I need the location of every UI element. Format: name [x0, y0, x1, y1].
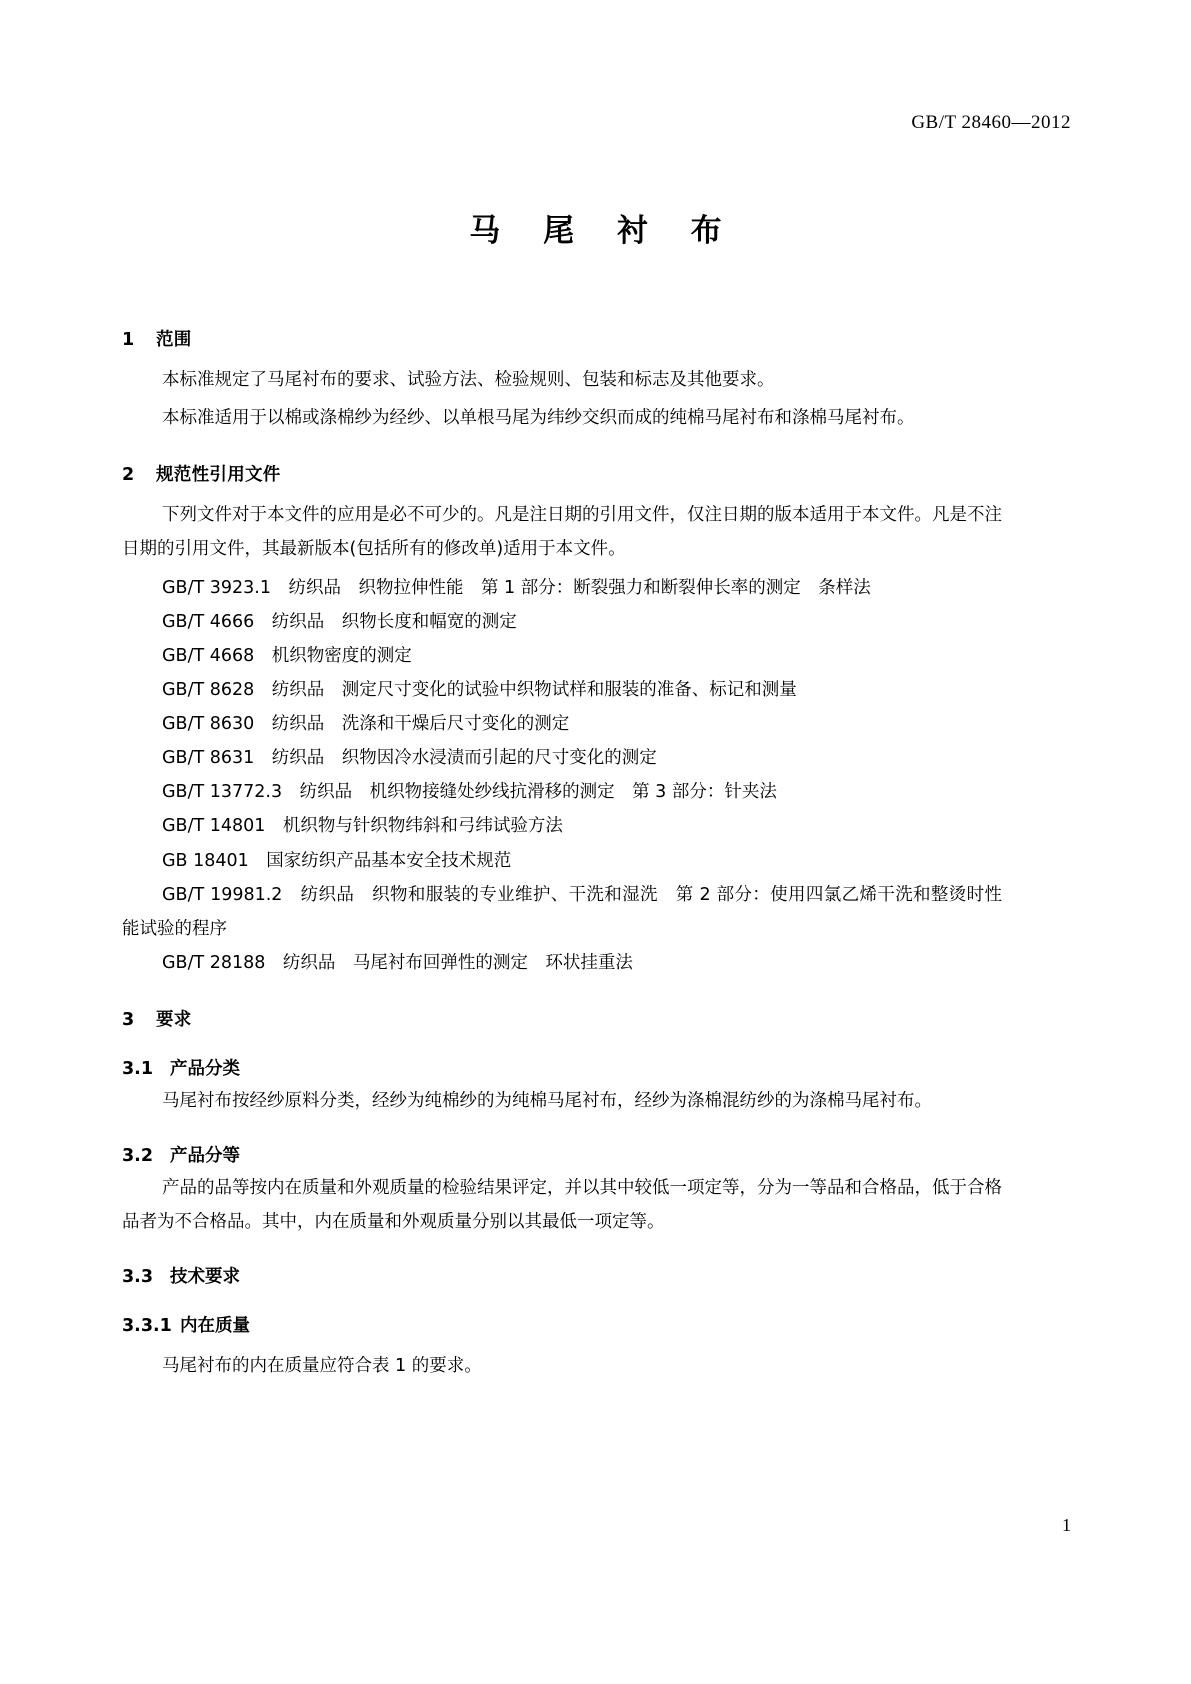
section-1-paragraph-1: 本标准规定了马尾衬布的要求、试验方法、检验规则、包装和标志及其他要求。: [162, 370, 775, 390]
section-3-3-1-paragraph-1: 马尾衬布的内在质量应符合表 1 的要求。: [162, 1356, 482, 1377]
section-3-2-paragraph-1: 产品的品等按内在质量和外观质量的检验结果评定，并以其中较低一项定等，分为一等品和合格品，低于合格品者为不合格品。其中，内在质量和外观质量分别以其最低一项定等。: [122, 1178, 1002, 1233]
section-heading-3-1: [122, 1055, 1002, 1080]
page-number: 1: [1062, 1515, 1071, 1535]
list-item: GB/T 19981.2 纺织品 织物和服装的专业维护、干洗和湿洗 第 2 部分：使用四氯乙烯干洗和整烫时性能试验的程序: [122, 884, 1002, 939]
section-heading-1: [122, 326, 1002, 351]
section-label-3-1: 产品分类: [170, 1059, 240, 1079]
section-3-1-paragraph-1: 马尾衬布按经纱原料分类，经纱为纯棉纱的为纯棉马尾衬布，经纱为涤棉混纺纱的为涤棉马尾衬布。: [162, 1091, 932, 1111]
section-number-3-3-1: 3.3.1: [122, 1316, 172, 1337]
list-item: GB/T 13772.3 纺织品 机织物接缝处纱线抗滑移的测定 第 3 部分：针夹法: [162, 782, 777, 803]
section-label-3-3-1: 内在质量: [180, 1316, 250, 1337]
section-1-paragraph-2: 本标准适用于以棉或涤棉纱为经纱、以单根马尾为纬纱交织而成的纯棉马尾衬布和涤棉马尾衬布。: [162, 408, 915, 429]
section-2-paragraph-1: 下列文件对于本文件的应用是必不可少的。凡是注日期的引用文件，仅注日期的版本适用于本文件。凡是不注日期的引用文件，其最新版本(包括所有的修改单)适用于本文件。: [122, 505, 1002, 560]
section-number-3-3: 3.3: [122, 1267, 154, 1288]
section-label-3-3: 技术要求: [170, 1267, 240, 1288]
section-number-3-1: 3.1: [122, 1059, 154, 1079]
list-item: GB/T 8628 纺织品 测定尺寸变化的试验中织物试样和服装的准备、标记和测量: [162, 679, 797, 700]
section-heading-3-2: [122, 1142, 1002, 1167]
list-item: GB/T 4666 纺织品 织物长度和幅宽的测定: [162, 611, 517, 632]
list-item: GB/T 4668 机织物密度的测定: [162, 645, 412, 666]
section-number-3: 3: [122, 1010, 135, 1030]
section-label-3: 要求: [156, 1010, 192, 1030]
section-number-2: 2: [122, 465, 135, 486]
list-item: GB/T 3923.1 纺织品 织物拉伸性能 第 1 部分：断裂强力和断裂伸长率的测定 条样法: [162, 577, 871, 598]
section-label-3-2: 产品分等: [170, 1146, 240, 1167]
standard-number-header: GB/T 28460—2012: [911, 112, 1071, 133]
section-heading-3-3-1: [122, 1312, 1002, 1337]
list-item: GB 18401 国家纺织产品基本安全技术规范: [162, 850, 512, 871]
section-number-3-2: 3.2: [122, 1146, 154, 1167]
list-item: GB/T 14801 机织物与针织物纬斜和弓纬试验方法: [162, 816, 563, 837]
section-heading-3: [122, 1006, 1002, 1031]
section-label-1: 范围: [156, 330, 192, 350]
section-label-2: 规范性引用文件: [156, 465, 281, 486]
section-heading-3-3: [122, 1263, 1002, 1288]
list-item: GB/T 28188 纺织品 马尾衬布回弹性的测定 环状挂重法: [162, 952, 633, 973]
page-title: 马 尾 衬 布: [469, 213, 738, 249]
normative-references-list: [122, 571, 1002, 981]
section-number-1: 1: [122, 330, 135, 350]
list-item: GB/T 8631 纺织品 织物因冷水浸渍而引起的尺寸变化的测定: [162, 748, 657, 769]
section-heading-2: [122, 461, 1002, 486]
list-item: GB/T 8630 纺织品 洗涤和干燥后尺寸变化的测定: [162, 714, 570, 734]
document-content: [122, 300, 1002, 1384]
